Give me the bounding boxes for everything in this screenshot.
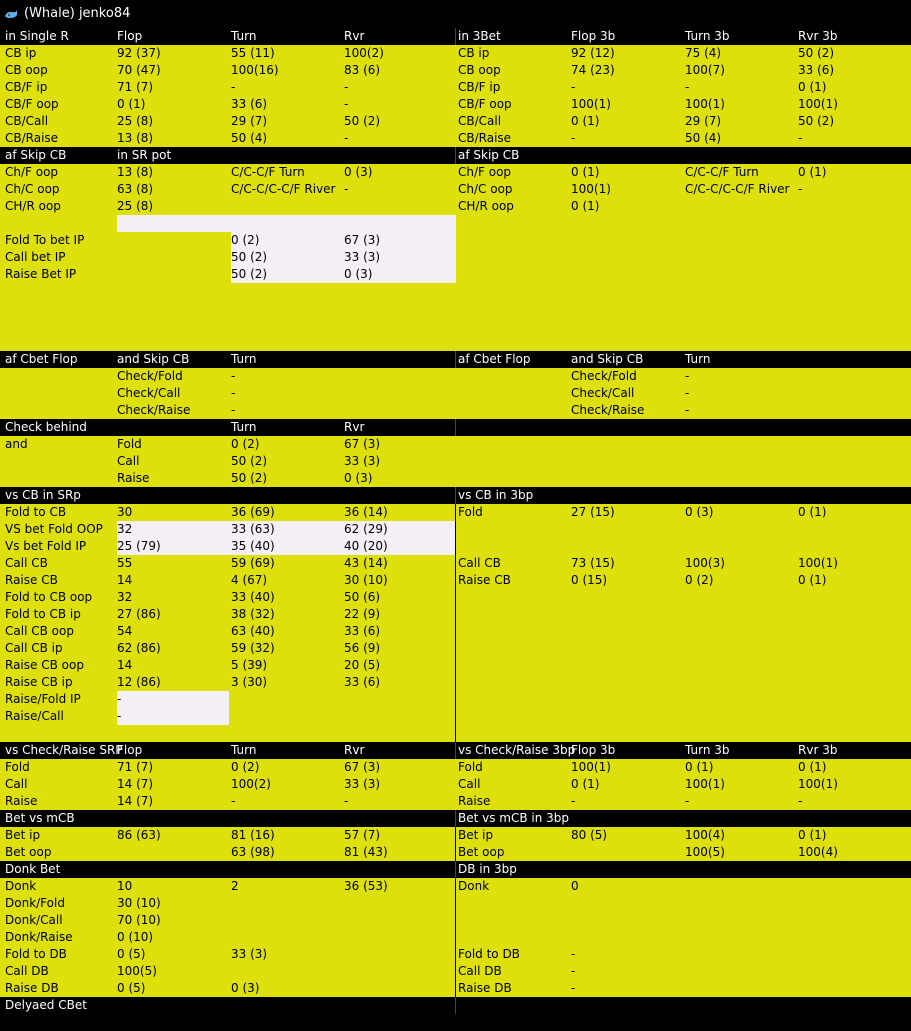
stat-cell: Fold xyxy=(5,760,30,774)
stat-cell: 71 (7) xyxy=(117,760,154,774)
stat-cell: 75 (4) xyxy=(685,46,722,60)
stat-cell: 0 (1) xyxy=(571,199,600,213)
stat-cell: 100(1) xyxy=(798,97,838,111)
section-header-cell: af Cbet Flop xyxy=(458,352,531,366)
stat-cell: 100(1) xyxy=(685,97,725,111)
stat-cell: 14 (7) xyxy=(117,794,154,808)
stat-cell: - xyxy=(685,794,690,808)
stat-cell: 0 (3) xyxy=(685,505,714,519)
stat-cell: 50 (2) xyxy=(231,250,268,264)
stat-cell: Raise/Fold IP xyxy=(5,692,81,706)
stat-cell: - xyxy=(117,709,122,723)
stat-cell: 100(1) xyxy=(798,777,838,791)
stat-cell: 100(4) xyxy=(685,828,725,842)
stat-cell: 70 (10) xyxy=(117,913,161,927)
stat-cell: CB oop xyxy=(458,63,501,77)
section-header-cell: Rvr xyxy=(344,29,365,43)
section-header-cell: af Skip CB xyxy=(5,148,67,162)
stat-cell: 4 (67) xyxy=(231,573,268,587)
stat-cell: 43 (14) xyxy=(344,556,388,570)
stat-cell: 2 xyxy=(231,879,239,893)
stat-cell: 36 (69) xyxy=(231,505,275,519)
stat-cell: - xyxy=(798,182,803,196)
stat-cell: 0 (3) xyxy=(231,981,260,995)
stat-cell: CB/F ip xyxy=(458,80,501,94)
section-header-cell: Turn 3b xyxy=(685,743,730,757)
stat-cell: 30 xyxy=(117,505,133,519)
stat-cell: 50 (2) xyxy=(798,114,835,128)
stat-cell: - xyxy=(344,794,349,808)
stat-cell: Fold xyxy=(458,760,483,774)
stat-cell: Call xyxy=(117,454,140,468)
stat-cell: Check/Raise xyxy=(117,403,191,417)
stat-cell: - xyxy=(571,794,576,808)
section-header-cell: Rvr xyxy=(344,420,365,434)
section-header-cell: and Skip CB xyxy=(571,352,644,366)
stat-cell: 50 (2) xyxy=(798,46,835,60)
stat-cell: Fold to DB xyxy=(458,947,520,961)
stat-cell: 63 (40) xyxy=(231,624,275,638)
stat-cell: 81 (43) xyxy=(344,845,388,859)
stat-cell: 14 xyxy=(117,658,133,672)
stat-cell: - xyxy=(798,794,803,808)
header-separator xyxy=(455,487,456,504)
stat-cell: CB/F ip xyxy=(5,80,48,94)
stat-cell: 83 (6) xyxy=(344,63,381,77)
section-header-cell: Flop xyxy=(117,743,143,757)
header-separator xyxy=(455,147,456,164)
stat-cell: 50 (4) xyxy=(231,131,268,145)
header-separator xyxy=(455,419,456,436)
stat-cell: 13 (8) xyxy=(117,165,154,179)
stat-cell: - xyxy=(685,369,690,383)
stat-cell: 74 (23) xyxy=(571,63,615,77)
stat-cell: 33 (6) xyxy=(231,97,268,111)
stat-cell: 14 xyxy=(117,573,133,587)
stat-cell: 100(1) xyxy=(571,97,611,111)
stat-cell: 29 (7) xyxy=(685,114,722,128)
stat-cell: - xyxy=(685,403,690,417)
stat-cell: VS bet Fold OOP xyxy=(5,522,103,536)
stat-cell: 14 (7) xyxy=(117,777,154,791)
stat-cell: 33 (40) xyxy=(231,590,275,604)
section-header-cell: Turn xyxy=(685,352,711,366)
stat-cell: 100(1) xyxy=(571,760,611,774)
stat-cell: 33 (6) xyxy=(344,675,381,689)
section-header-cell: Check behind xyxy=(5,420,87,434)
stat-cell: 0 (10) xyxy=(117,930,154,944)
stat-cell: - xyxy=(685,386,690,400)
stat-cell: CB/Call xyxy=(458,114,502,128)
stat-cell: 36 (53) xyxy=(344,879,388,893)
stat-cell: 0 (1) xyxy=(571,114,600,128)
stat-cell: and xyxy=(5,437,28,451)
stat-cell: 100(5) xyxy=(117,964,157,978)
stat-cell: Donk/Call xyxy=(5,913,63,927)
header-separator xyxy=(455,28,456,45)
stat-cell: 100(7) xyxy=(685,63,725,77)
stat-cell: 92 (12) xyxy=(571,46,615,60)
stat-cell: 100(1) xyxy=(798,556,838,570)
stat-cell: C/C-C/C-C/F River xyxy=(231,182,336,196)
stat-cell: Check/Call xyxy=(117,386,181,400)
stat-cell: 56 (9) xyxy=(344,641,381,655)
section-header-cell: Rvr 3b xyxy=(798,29,838,43)
stat-cell: Call xyxy=(5,777,28,791)
title-bar xyxy=(0,0,911,28)
stat-cell: - xyxy=(685,80,690,94)
stat-cell: 0 (15) xyxy=(571,573,608,587)
stat-cell: 50 (2) xyxy=(231,454,268,468)
stat-cell: Call CB oop xyxy=(5,624,74,638)
stat-cell: 25 (79) xyxy=(117,539,161,553)
stat-cell: 50 (2) xyxy=(344,114,381,128)
stat-cell: 0 (1) xyxy=(571,165,600,179)
stat-cell: 36 (14) xyxy=(344,505,388,519)
stat-cell: 55 (11) xyxy=(231,46,275,60)
stat-cell: - xyxy=(344,131,349,145)
highlight-area xyxy=(117,521,456,555)
stat-cell: 57 (7) xyxy=(344,828,381,842)
stat-cell: - xyxy=(231,369,236,383)
stat-cell: Donk xyxy=(5,879,37,893)
stat-cell: 33 (3) xyxy=(231,947,268,961)
stat-cell: - xyxy=(571,964,576,978)
section-header-cell: vs Check/Raise 3bp xyxy=(458,743,576,757)
column-separator xyxy=(455,504,456,742)
stat-cell: Raise xyxy=(117,471,150,485)
stat-cell: Donk/Raise xyxy=(5,930,73,944)
header-separator xyxy=(455,861,456,878)
stat-cell: - xyxy=(231,794,236,808)
section-header-cell: Flop 3b xyxy=(571,29,616,43)
stat-cell: Raise Bet IP xyxy=(5,267,77,281)
section-header-cell: Delyaed CBet xyxy=(5,998,87,1012)
stat-cell: 35 (40) xyxy=(231,539,275,553)
stat-cell: 100(2) xyxy=(231,777,271,791)
stat-cell: Donk xyxy=(458,879,490,893)
stat-cell: Bet oop xyxy=(5,845,52,859)
stat-cell: 50 (4) xyxy=(685,131,722,145)
stat-cell: 32 xyxy=(117,590,133,604)
stat-cell: Call CB xyxy=(458,556,501,570)
stat-cell: 81 (16) xyxy=(231,828,275,842)
stat-cell: Vs bet Fold IP xyxy=(5,539,87,553)
stat-cell: Call DB xyxy=(458,964,502,978)
section-header-cell: vs CB in SRp xyxy=(5,488,81,502)
section-header-cell: vs CB in 3bp xyxy=(458,488,534,502)
stat-cell: 100(1) xyxy=(571,182,611,196)
stat-cell: 62 (86) xyxy=(117,641,161,655)
stat-cell: - xyxy=(231,80,236,94)
stat-cell: 0 (1) xyxy=(117,97,146,111)
stat-cell: 100(16) xyxy=(231,63,279,77)
stat-cell: Fold to CB ip xyxy=(5,607,81,621)
stat-cell: Ch/C oop xyxy=(458,182,513,196)
stat-cell: Fold to DB xyxy=(5,947,67,961)
stat-cell: 25 (8) xyxy=(117,199,154,213)
stat-cell: 30 (10) xyxy=(344,573,388,587)
stat-cell: 86 (63) xyxy=(117,828,161,842)
stat-cell: 50 (2) xyxy=(231,267,268,281)
stat-cell: 0 (2) xyxy=(231,760,260,774)
stat-cell: CB/F oop xyxy=(458,97,512,111)
stat-cell: CB oop xyxy=(5,63,48,77)
stat-cell: 0 (5) xyxy=(117,981,146,995)
section-header-cell: in SR pot xyxy=(117,148,172,162)
stat-cell: 0 (1) xyxy=(798,80,827,94)
stat-cell: Bet ip xyxy=(5,828,41,842)
section-header-cell: in Single R xyxy=(5,29,69,43)
stat-cell: 100(3) xyxy=(685,556,725,570)
stat-cell: 10 xyxy=(117,879,133,893)
stat-cell: 50 (6) xyxy=(344,590,381,604)
stat-cell: - xyxy=(117,692,122,706)
stat-cell: 92 (37) xyxy=(117,46,161,60)
stat-cell: 100(2) xyxy=(344,46,384,60)
stat-cell: 0 (1) xyxy=(798,760,827,774)
stat-cell: 33 (3) xyxy=(344,454,381,468)
stat-cell: Call DB xyxy=(5,964,49,978)
stat-cell: 67 (3) xyxy=(344,437,381,451)
whale-icon xyxy=(4,7,18,21)
stat-cell: Ch/F oop xyxy=(458,165,512,179)
stat-cell: - xyxy=(344,97,349,111)
stat-cell: 100(4) xyxy=(798,845,838,859)
stat-cell: - xyxy=(571,981,576,995)
stat-cell: 27 (15) xyxy=(571,505,615,519)
stat-cell: 0 (2) xyxy=(231,233,260,247)
stat-cell: 40 (20) xyxy=(344,539,388,553)
stat-cell: 70 (47) xyxy=(117,63,161,77)
column-separator xyxy=(455,810,456,1014)
section-header-cell: Turn xyxy=(231,420,257,434)
stat-cell: 33 (63) xyxy=(231,522,275,536)
section-header-cell: af Skip CB xyxy=(458,148,520,162)
stat-cell: 59 (69) xyxy=(231,556,275,570)
stat-cell: 0 (3) xyxy=(344,165,373,179)
stat-cell: 38 (32) xyxy=(231,607,275,621)
stat-cell: 0 (1) xyxy=(798,505,827,519)
stat-cell: Raise CB xyxy=(5,573,58,587)
stat-cell: CB ip xyxy=(458,46,490,60)
stat-cell: C/C-C/F Turn xyxy=(231,165,305,179)
stat-cell: 80 (5) xyxy=(571,828,608,842)
window-title: (Whale) jenko84 xyxy=(24,6,131,21)
stat-cell: Raise CB xyxy=(458,573,511,587)
section-header-cell: and Skip CB xyxy=(117,352,190,366)
stat-cell: 0 (3) xyxy=(344,471,373,485)
stat-cell: 32 xyxy=(117,522,133,536)
stat-cell: CH/R oop xyxy=(458,199,514,213)
stat-cell: - xyxy=(798,131,803,145)
stat-cell: 33 (6) xyxy=(798,63,835,77)
stat-cell: 0 (1) xyxy=(798,165,827,179)
stat-cell: 71 (7) xyxy=(117,80,154,94)
stat-cell: Raise CB ip xyxy=(5,675,73,689)
header-separator xyxy=(455,810,456,827)
stat-cell: Raise/Call xyxy=(5,709,64,723)
highlight-area xyxy=(117,215,456,232)
stat-cell: 5 (39) xyxy=(231,658,268,672)
stat-cell: Check/Fold xyxy=(117,369,183,383)
stat-cell: Raise xyxy=(458,794,491,808)
section-header-cell: af Cbet Flop xyxy=(5,352,78,366)
section-header-cell: Bet vs mCB xyxy=(5,811,75,825)
stat-cell: 0 (1) xyxy=(798,828,827,842)
stat-cell: Call CB xyxy=(5,556,48,570)
stat-cell: - xyxy=(571,947,576,961)
header-separator xyxy=(455,997,456,1014)
stat-cell: Raise xyxy=(5,794,38,808)
stat-cell: 54 xyxy=(117,624,133,638)
stat-cell: 100(1) xyxy=(685,777,725,791)
section-header-cell: Flop xyxy=(117,29,143,43)
stat-cell: 12 (86) xyxy=(117,675,161,689)
stat-cell: 0 (2) xyxy=(685,573,714,587)
stat-cell: C/C-C/C-C/F River xyxy=(685,182,790,196)
section-header-cell: Turn xyxy=(231,29,257,43)
stat-cell: Ch/F oop xyxy=(5,165,59,179)
stat-cell: 55 xyxy=(117,556,133,570)
stat-cell: CB/Raise xyxy=(458,131,512,145)
stat-cell: 3 (30) xyxy=(231,675,268,689)
stat-cell: 0 (2) xyxy=(231,437,260,451)
stat-cell: 13 (8) xyxy=(117,131,154,145)
stat-cell: 27 (86) xyxy=(117,607,161,621)
stat-cell: 0 (1) xyxy=(571,777,600,791)
stat-cell: CB/F oop xyxy=(5,97,59,111)
stat-cell: 62 (29) xyxy=(344,522,388,536)
stat-cell: 0 (1) xyxy=(685,760,714,774)
section-header-cell: Rvr xyxy=(344,743,365,757)
stat-cell: - xyxy=(344,182,349,196)
stat-cell: Fold To bet IP xyxy=(5,233,85,247)
stat-cell: 67 (3) xyxy=(344,760,381,774)
stat-cell: Fold xyxy=(458,505,483,519)
section-header-cell: Donk Bet xyxy=(5,862,61,876)
highlight-area xyxy=(117,691,229,725)
stat-cell: 30 (10) xyxy=(117,896,161,910)
stat-cell: CB ip xyxy=(5,46,37,60)
section-header-cell: DB in 3bp xyxy=(458,862,517,876)
stat-cell: CH/R oop xyxy=(5,199,61,213)
stat-cell: - xyxy=(571,80,576,94)
stat-cell: 33 (3) xyxy=(344,250,381,264)
stat-cell: - xyxy=(231,386,236,400)
section-header-cell: vs Check/Raise SRP xyxy=(5,743,123,757)
stat-cell: 63 (98) xyxy=(231,845,275,859)
stat-cell: 71 (7) xyxy=(231,1015,268,1029)
stat-cell: Bet oop xyxy=(458,845,505,859)
stat-cell: 73 (15) xyxy=(571,556,615,570)
section-header-cell: Turn xyxy=(231,743,257,757)
stat-cell: 33 (3) xyxy=(344,777,381,791)
stat-cell: Fold to CB xyxy=(5,505,67,519)
stats-grid xyxy=(0,28,911,1029)
stat-cell: 0 (1) xyxy=(798,573,827,587)
stat-cell: 67 (3) xyxy=(344,233,381,247)
stat-cell: Check/Call xyxy=(571,386,635,400)
stat-cell: Check/Fold xyxy=(571,369,637,383)
section-header-cell: Turn xyxy=(231,352,257,366)
stat-cell: Call CB ip xyxy=(5,641,63,655)
section-header-cell: Rvr 3b xyxy=(798,743,838,757)
stat-cell: - xyxy=(571,131,576,145)
stat-cell: 33 (6) xyxy=(344,624,381,638)
stat-cell: - xyxy=(344,80,349,94)
stat-cell: Ch/C oop xyxy=(5,182,60,196)
stat-cell: Fold xyxy=(117,437,142,451)
section-header-cell: Turn 3b xyxy=(685,29,730,43)
stat-cell: 0 (5) xyxy=(117,947,146,961)
section-header-cell: in 3Bet xyxy=(458,29,501,43)
stat-cell: C/C-C/F Turn xyxy=(685,165,759,179)
stat-cell: 0 (3) xyxy=(344,267,373,281)
stat-cell: Raise CB oop xyxy=(5,658,84,672)
stat-cell: Fold to CB oop xyxy=(5,590,93,604)
header-separator xyxy=(455,351,456,368)
header-separator xyxy=(455,742,456,759)
stat-cell: Call bet IP xyxy=(5,250,66,264)
section-header-cell: Bet vs mCB in 3bp xyxy=(458,811,570,825)
stat-cell: 25 (8) xyxy=(117,114,154,128)
stat-cell: Donk/Fold xyxy=(5,896,65,910)
stat-cell: 20 (5) xyxy=(344,658,381,672)
stat-cell: CB/Call xyxy=(5,114,49,128)
section-header-cell: Flop 3b xyxy=(571,743,616,757)
stat-cell: 50 (2) xyxy=(231,471,268,485)
stat-cell: 83 (6) xyxy=(685,1015,722,1029)
stat-cell: Raise DB xyxy=(5,981,59,995)
stat-cell: Raise DB xyxy=(458,981,512,995)
stat-cell: 29 (7) xyxy=(231,114,268,128)
stat-cell: 59 (32) xyxy=(231,641,275,655)
stat-cell: 0 xyxy=(571,879,579,893)
stat-cell: Check/Raise xyxy=(571,403,645,417)
stat-cell: Bet ip xyxy=(458,828,494,842)
stat-cell: - xyxy=(231,403,236,417)
stat-cell: 100(5) xyxy=(685,845,725,859)
stat-cell: 22 (9) xyxy=(344,607,381,621)
stat-cell: CB/Raise xyxy=(5,131,59,145)
stat-cell: Call xyxy=(458,777,481,791)
stat-cell: 63 (8) xyxy=(117,182,154,196)
